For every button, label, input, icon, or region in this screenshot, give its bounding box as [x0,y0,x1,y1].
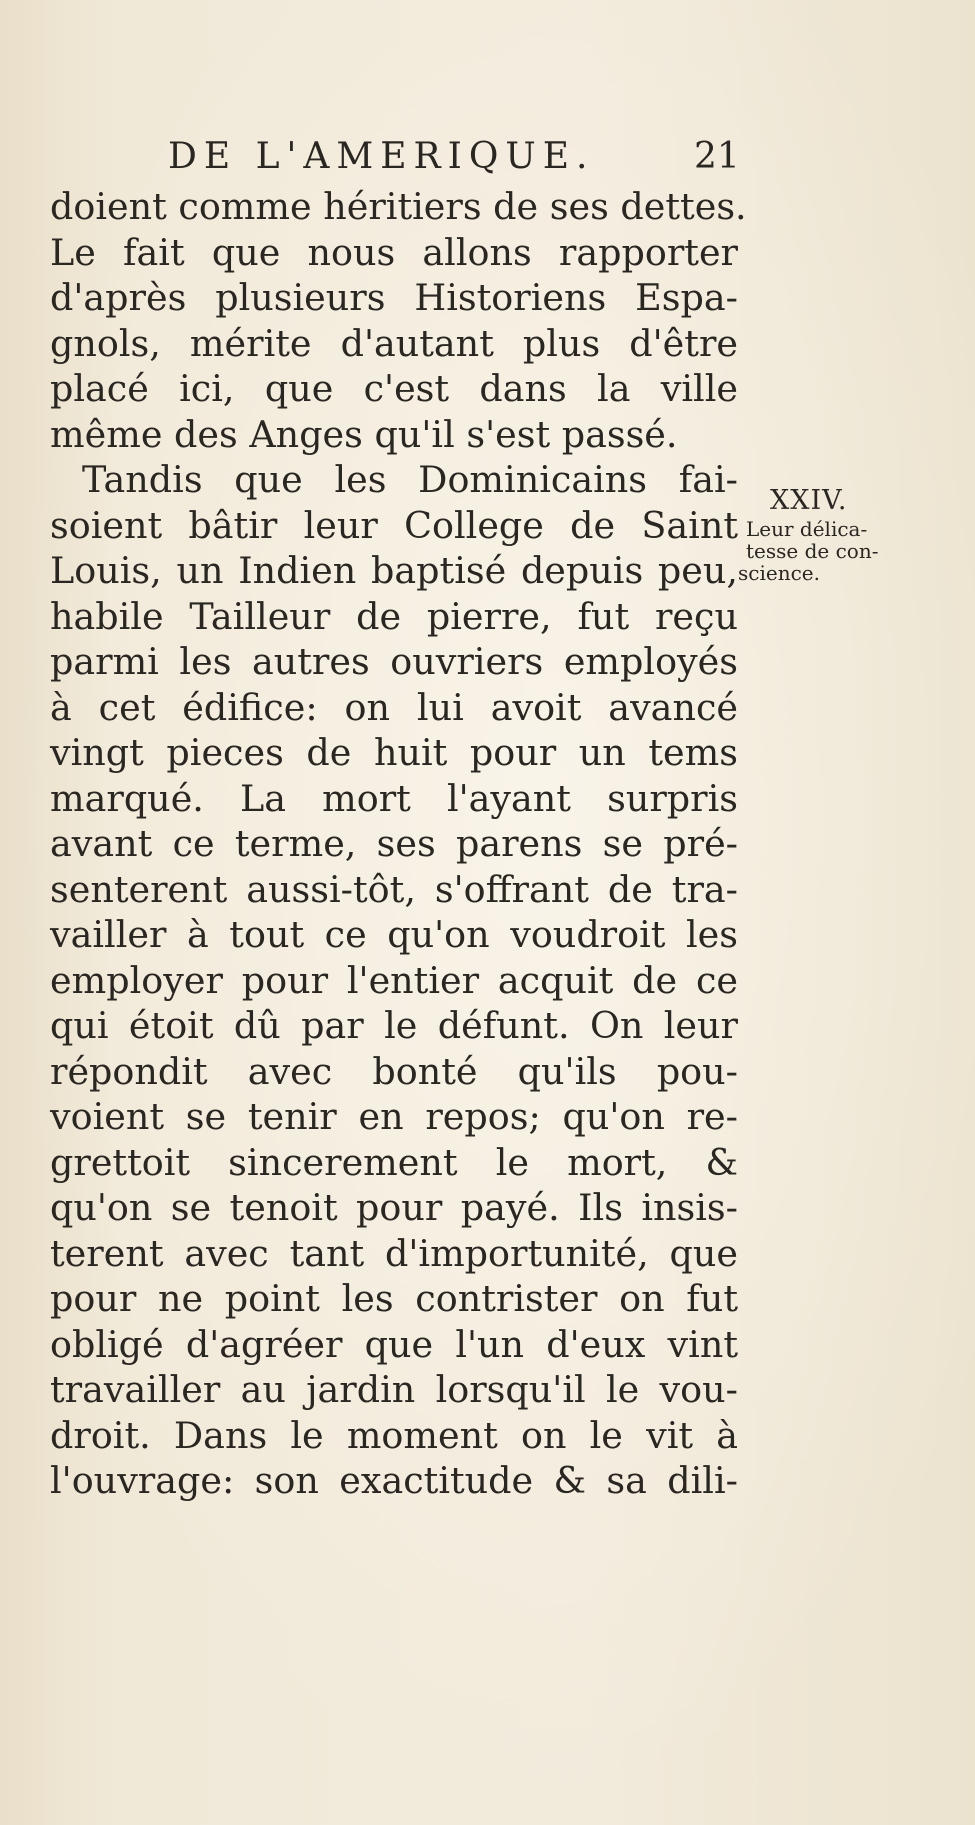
text-line: droit. Dans le moment on le vit à [50,1413,738,1457]
text-line: qui étoit dû par le défunt. On leur [50,1004,738,1047]
page-number: 21 [694,136,740,177]
margin-note [738,484,938,584]
text-line: Le fait que nous allons rapporter [50,230,738,274]
text-line: obligé d'agréer que l'un d'eux vint [50,1322,738,1366]
text-line: même des Anges qu'il s'est passé. [50,412,678,456]
text-line: Tandis que les Dominicains fai- [82,458,738,501]
text-line: soient bâtir leur College de Saint [50,503,738,547]
text-line: terent avec tant d'importunité, que [50,1231,738,1275]
text-line: habile Tailleur de pierre, fut reçu [50,594,738,638]
running-head: DE L'AMERIQUE. [168,136,595,177]
body-text [50,184,747,1504]
margin-note-numeral: XXIV. [770,485,848,516]
text-line: marqué. La mort l'ayant surpris [50,776,738,820]
text-line: placé ici, que c'est dans la ville [50,367,738,410]
text-line: Louis, un Indien baptisé depuis peu, [50,549,738,592]
text-line: qu'on se tenoit pour payé. Ils insis- [50,1186,738,1229]
text-line: travailler au jardin lorsqu'il le vou- [50,1368,738,1411]
text-line: doient comme héritiers de ses dettes. [50,185,747,228]
text-line: employer pour l'entier acquit de ce [50,958,738,1002]
text-line: pour ne point les contrister on fut [50,1277,738,1320]
text-line: d'après plusieurs Historiens Espa- [50,276,738,319]
text-line: à cet édifice: on lui avoit avancé [50,685,738,729]
margin-note-line: tesse de con- [746,539,879,563]
text-line: grettoit sincerement le mort, & [50,1140,738,1184]
text-line: senterent aussi-tôt, s'offrant de tra- [50,867,738,911]
text-line: avant ce terme, ses parens se pré- [50,822,738,865]
margin-note-line: science. [738,561,820,585]
page-header [0,128,975,188]
text-line: voient se tenir en repos; qu'on re- [50,1095,738,1138]
text-line: vailler à tout ce qu'on voudroit les [50,913,738,956]
text-line: gnols, mérite d'autant plus d'être [50,321,738,365]
margin-note-line: Leur délica- [746,517,868,541]
text-line: l'ouvrage: son exactitude & sa dili- [50,1459,738,1502]
text-line: parmi les autres ouvriers employés [50,640,738,683]
text-line: répondit avec bonté qu'ils pou- [50,1049,738,1093]
text-line: vingt pieces de huit pour un tems [50,731,738,774]
